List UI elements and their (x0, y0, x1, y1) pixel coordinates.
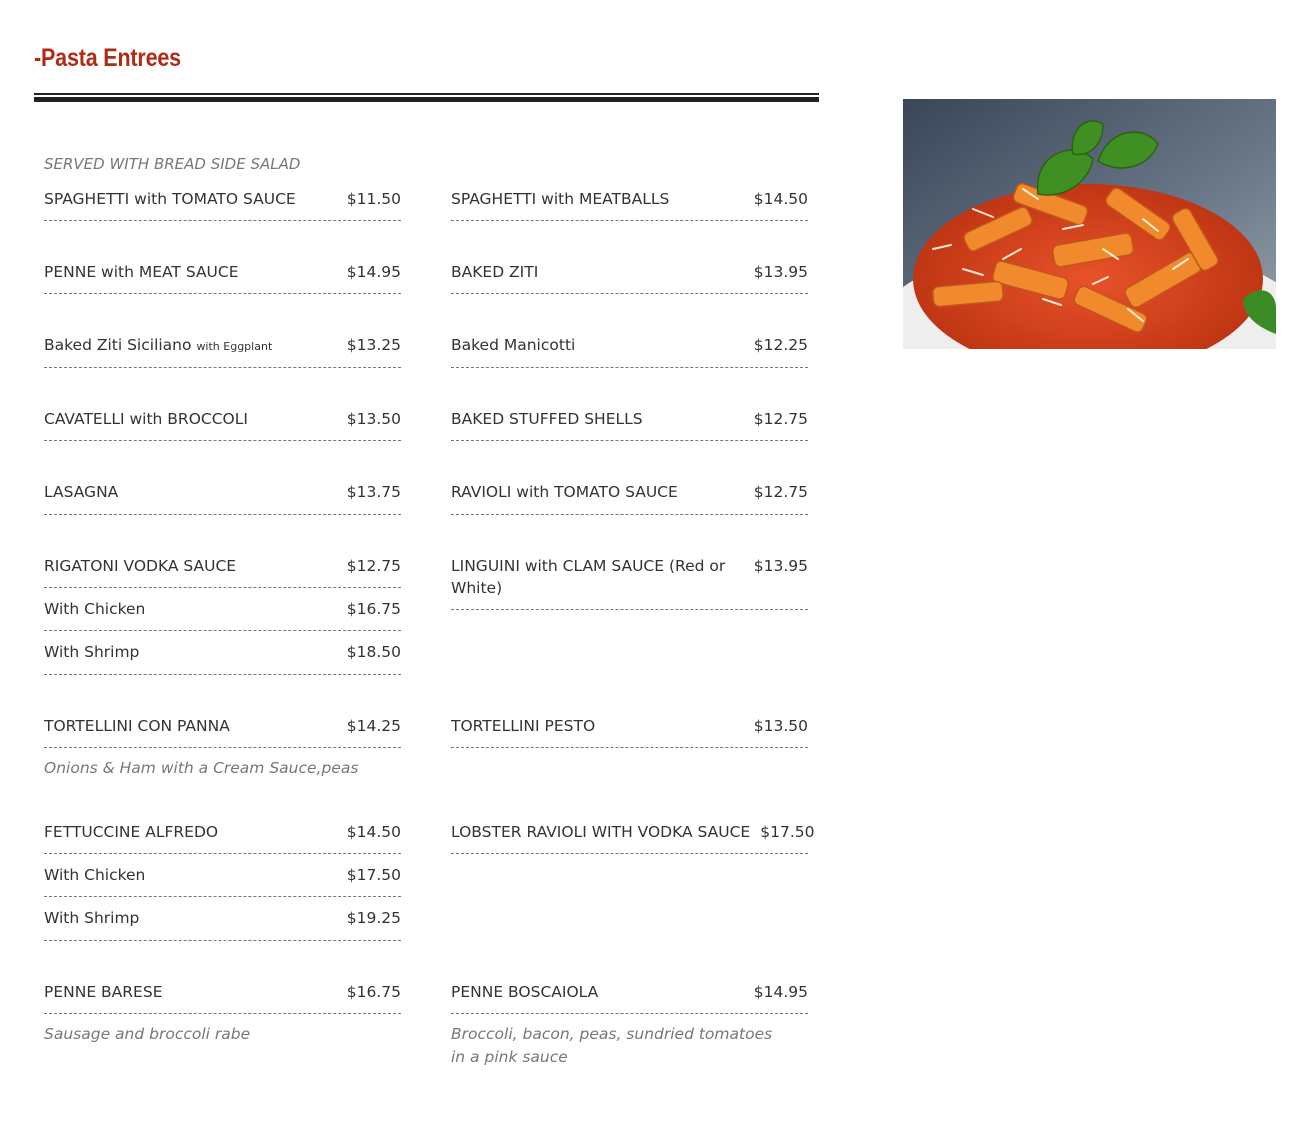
item-name: FETTUCCINE ALFREDO (44, 823, 219, 841)
item-name: BAKED ZITI (451, 263, 539, 281)
item-price: $11.50 (346, 190, 401, 208)
item-price: $14.50 (346, 823, 401, 841)
item-price: $14.95 (346, 263, 401, 281)
item-price: $13.75 (346, 483, 401, 501)
item-price: $13.25 (346, 336, 401, 354)
item-price: $12.75 (753, 410, 808, 428)
item-price: $17.50 (760, 823, 815, 841)
menu-item-stuffed-shells (451, 408, 808, 441)
menu-item-lobster-ravioli (451, 821, 815, 854)
section-note: SERVED WITH BREAD SIDE SALAD (44, 155, 301, 173)
menu-item-rigatoni-chicken (44, 598, 401, 631)
menu-item-manicotti (451, 334, 808, 368)
item-name: LASAGNA (44, 483, 119, 501)
menu-item-cavatelli (44, 408, 401, 441)
item-price: $14.25 (346, 717, 401, 735)
item-name: CAVATELLI with BROCCOLI (44, 410, 248, 428)
menu-item-baked-ziti (451, 261, 808, 294)
menu-item-rigatoni-shrimp (44, 641, 401, 675)
item-name: TORTELLINI PESTO (451, 717, 596, 735)
item-description: Broccoli, bacon, peas, sundried tomatoes in a pink sauce (451, 1025, 773, 1066)
menu-item-penne-barese (44, 981, 401, 1014)
item-name: BAKED STUFFED SHELLS (451, 410, 643, 428)
item-price: $18.50 (346, 643, 401, 661)
item-subtitle: with Eggplant (196, 340, 273, 353)
item-name: Baked Ziti Siciliano (44, 336, 192, 354)
item-name: With Chicken (44, 600, 146, 618)
menu-item-linguini (451, 555, 808, 610)
menu-item-tortellini-pesto (451, 715, 808, 748)
menu-item-lasagna (44, 481, 401, 515)
menu-item-fettuccine-chicken (44, 864, 401, 897)
menu-item-ziti-siciliano (44, 334, 401, 368)
title-divider-thick (34, 97, 819, 102)
item-price: $16.75 (346, 600, 401, 618)
menu-item-penne-boscaiola (451, 981, 808, 1014)
item-description: Onions & Ham with a Cream Sauce,peas (44, 759, 359, 777)
item-name: Baked Manicotti (451, 336, 576, 354)
pasta-dish-photo (903, 99, 1276, 349)
item-name: RAVIOLI with TOMATO SAUCE (451, 483, 678, 501)
menu-item-fettuccine-shrimp (44, 907, 401, 941)
item-price: $13.95 (753, 263, 808, 281)
item-name: PENNE with MEAT SAUCE (44, 263, 239, 281)
menu-item-fettuccine (44, 821, 401, 854)
item-name: SPAGHETTI with TOMATO SAUCE (44, 190, 296, 208)
item-name: LINGUINI with CLAM SAUCE (Red or White) (451, 557, 726, 597)
item-price: $14.95 (753, 983, 808, 1001)
menu-item-penne-meat (44, 261, 401, 294)
item-price: $12.25 (753, 336, 808, 354)
item-price: $13.95 (753, 557, 808, 575)
item-price: $12.75 (753, 483, 808, 501)
menu-item-tortellini-panna (44, 715, 401, 748)
item-price: $16.75 (346, 983, 401, 1001)
item-name: With Chicken (44, 866, 146, 884)
item-price: $17.50 (346, 866, 401, 884)
item-description: Sausage and broccoli rabe (44, 1025, 251, 1043)
item-name: LOBSTER RAVIOLI WITH VODKA SAUCE (451, 823, 751, 841)
item-price: $14.50 (753, 190, 808, 208)
item-price: $13.50 (753, 717, 808, 735)
item-price: $19.25 (346, 909, 401, 927)
menu-item-spaghetti-tomato (44, 188, 401, 221)
item-price: $12.75 (346, 557, 401, 575)
title-divider-thin (34, 93, 819, 95)
section-title: -Pasta Entrees (34, 44, 181, 72)
item-name: RIGATONI VODKA SAUCE (44, 557, 237, 575)
item-name: PENNE BOSCAIOLA (451, 983, 599, 1001)
menu-item-ravioli-tomato (451, 481, 808, 515)
item-name: With Shrimp (44, 643, 140, 661)
item-name: PENNE BARESE (44, 983, 163, 1001)
item-name: TORTELLINI CON PANNA (44, 717, 230, 735)
menu-item-rigatoni (44, 555, 401, 588)
item-price: $13.50 (346, 410, 401, 428)
menu-item-spaghetti-meatballs (451, 188, 808, 221)
item-name: SPAGHETTI with MEATBALLS (451, 190, 670, 208)
item-name: With Shrimp (44, 909, 140, 927)
